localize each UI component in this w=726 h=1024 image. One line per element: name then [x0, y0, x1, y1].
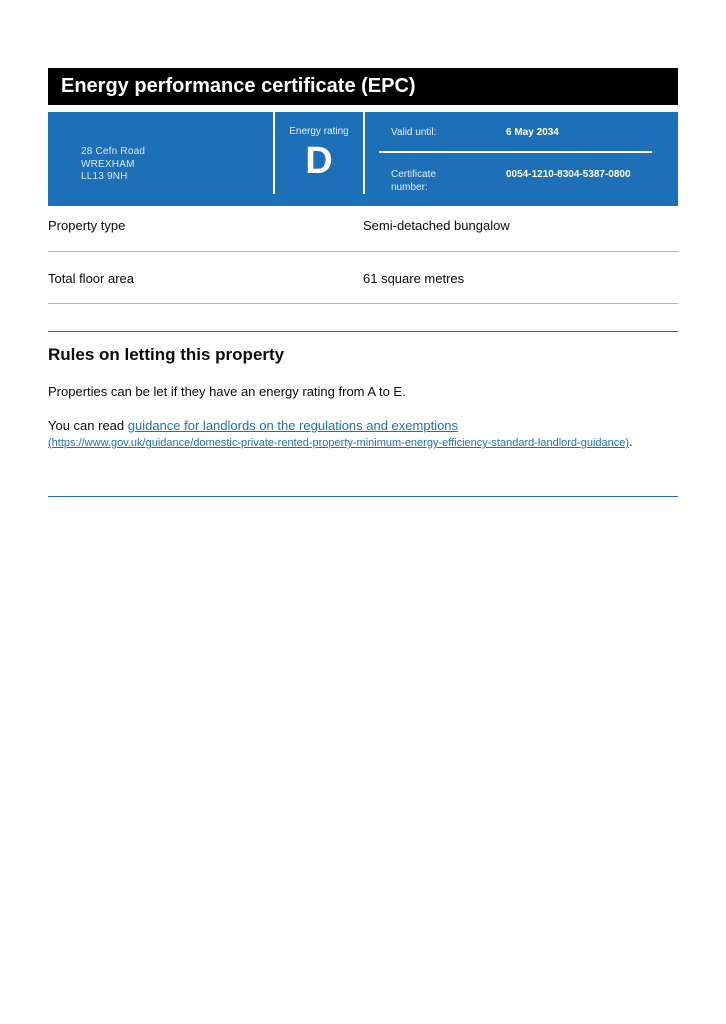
- certificate-number-value: 0054-1210-8304-5387-0800: [506, 169, 631, 180]
- valid-until-label: Valid until:: [391, 127, 437, 138]
- address-line: LL13 9NH: [81, 171, 128, 182]
- address-line: 28 Cefn Road: [81, 146, 146, 157]
- guidance-suffix: .: [629, 434, 633, 449]
- section-title: Rules on letting this property: [48, 345, 285, 364]
- divider: [379, 151, 652, 153]
- guidance-link[interactable]: guidance for landlords on the regulations and exemptions: [127, 418, 459, 433]
- valid-until-value: 6 May 2034: [506, 127, 559, 138]
- certificate-number-label: Certificate number:: [391, 169, 437, 193]
- rules-paragraph: Properties can be let if they have an energy rating from A to E.: [48, 384, 406, 399]
- guidance-paragraph: [48, 418, 648, 451]
- page-title: Energy performance certificate (EPC): [48, 68, 678, 105]
- energy-rating-value: D: [305, 140, 333, 182]
- divider: [363, 112, 365, 194]
- section-divider: [48, 331, 678, 332]
- energy-rating-label: Energy rating: [289, 126, 349, 137]
- floor-area-label: Total floor area: [48, 271, 134, 286]
- property-address: [81, 146, 145, 184]
- property-type-value: Semi-detached bungalow: [363, 218, 510, 233]
- property-type-label: Property type: [48, 218, 126, 233]
- section-divider: [48, 496, 678, 497]
- row-divider: [48, 303, 678, 304]
- address-line: WREXHAM: [81, 158, 135, 170]
- row-divider: [48, 251, 678, 252]
- epc-summary-panel: [48, 112, 678, 206]
- guidance-prefix: You can read: [48, 418, 128, 433]
- floor-area-value: 61 square metres: [363, 271, 465, 286]
- guidance-url-link[interactable]: (https://www.gov.uk/guidance/domestic-private-rented-property-minimum-energy-efficiency-standard-landlord-guidance): [48, 437, 630, 449]
